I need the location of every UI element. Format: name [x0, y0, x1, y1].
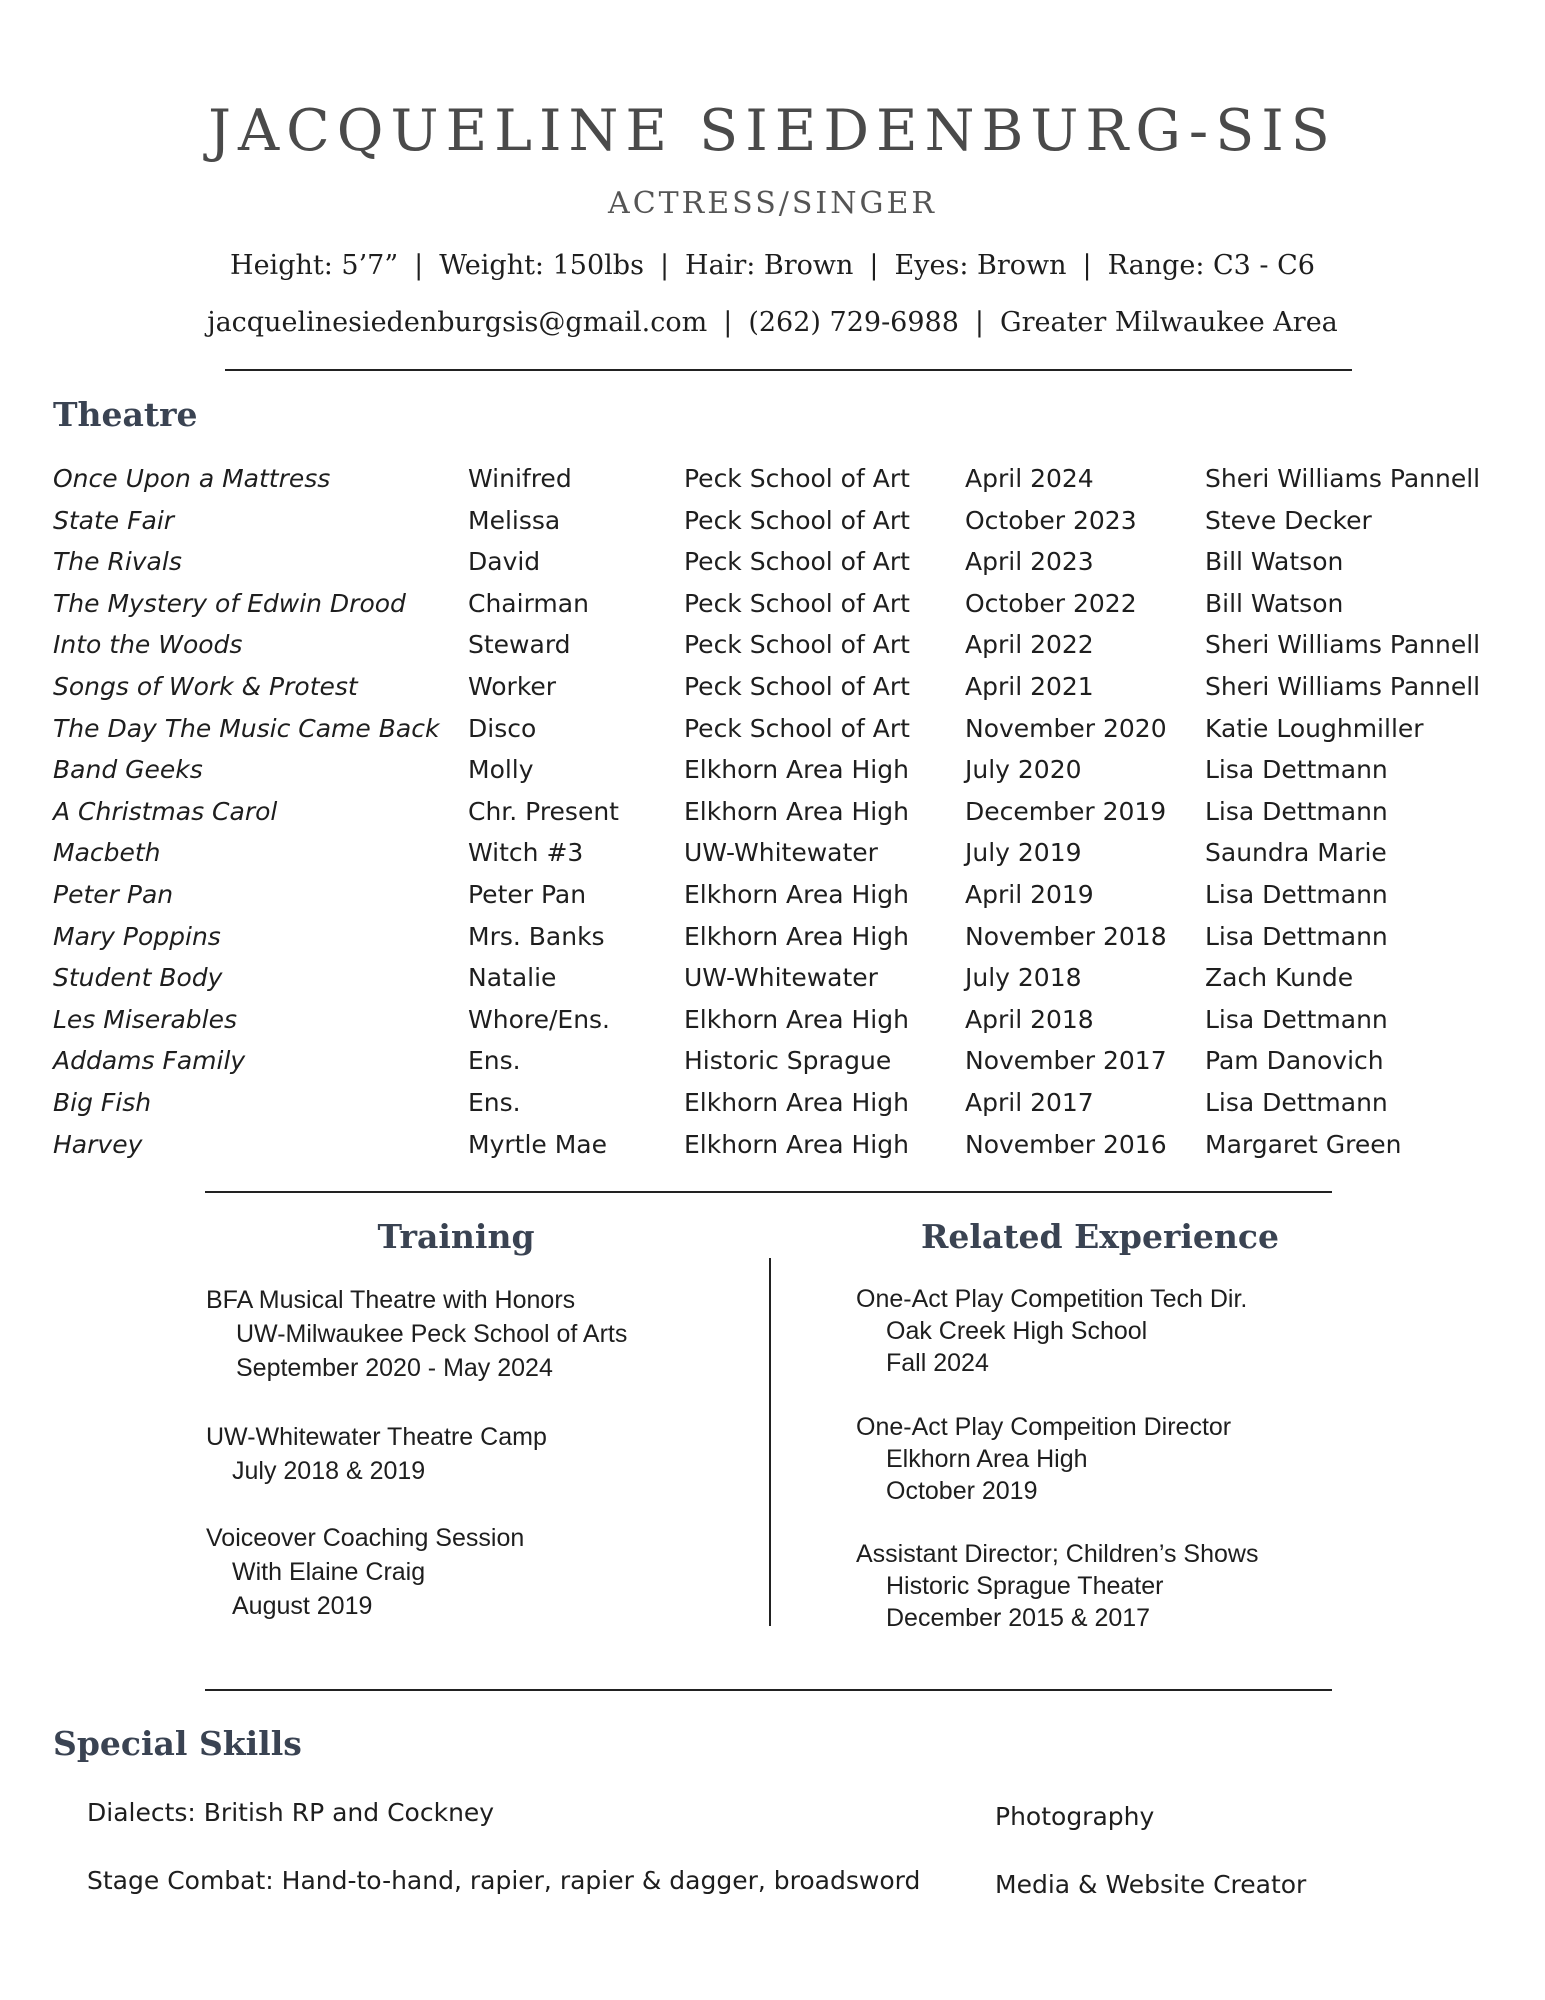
- date: April 2023: [965, 547, 1094, 576]
- date: November 2017: [965, 1046, 1167, 1075]
- related-experience-heading: Related Experience: [920, 1217, 1280, 1256]
- role: Natalie: [468, 963, 557, 992]
- role: Ens.: [468, 1088, 521, 1117]
- date: December 2019: [965, 797, 1167, 826]
- role: Worker: [468, 672, 557, 701]
- director: Sheri Williams Pannell: [1205, 464, 1481, 493]
- date: November 2016: [965, 1130, 1167, 1159]
- training-entry: [206, 1420, 547, 1488]
- director: Bill Watson: [1205, 547, 1344, 576]
- director: Lisa Dettmann: [1205, 1088, 1388, 1117]
- training-title: Voiceover Coaching Session: [206, 1524, 525, 1552]
- role: Witch #3: [468, 838, 584, 867]
- weight-stat: Weight: 150lbs: [439, 250, 644, 281]
- show-title: The Rivals: [53, 547, 182, 576]
- training-title: BFA Musical Theatre with Honors: [206, 1286, 576, 1314]
- divider: [205, 1689, 1332, 1691]
- director: Lisa Dettmann: [1205, 922, 1388, 951]
- role: Disco: [468, 714, 537, 743]
- contact-info: [0, 307, 1545, 338]
- separator: |: [659, 250, 670, 281]
- role: Chairman: [468, 589, 589, 618]
- show-title: Les Miserables: [53, 1005, 238, 1034]
- training-date: September 2020 - May 2024: [236, 1354, 553, 1382]
- location: Greater Milwaukee Area: [1000, 307, 1338, 338]
- divider: [205, 1191, 1332, 1193]
- show-title: Macbeth: [53, 838, 161, 867]
- experience-entry: [856, 1538, 1258, 1634]
- date: October 2022: [965, 589, 1137, 618]
- venue: Historic Sprague: [684, 1046, 892, 1075]
- director: Zach Kunde: [1205, 963, 1354, 992]
- column-divider: [769, 1258, 771, 1626]
- date: April 2024: [965, 464, 1094, 493]
- skill-item: Media & Website Creator: [995, 1870, 1307, 1899]
- experience-place: Historic Sprague Theater: [886, 1572, 1164, 1600]
- director: Lisa Dettmann: [1205, 797, 1388, 826]
- date: April 2021: [965, 672, 1094, 701]
- separator: |: [723, 307, 733, 338]
- venue: Elkhorn Area High: [684, 1005, 909, 1034]
- date: July 2018: [965, 963, 1082, 992]
- role: Winifred: [468, 464, 572, 493]
- special-skills-heading: Special Skills: [53, 1724, 302, 1763]
- training-entry: [206, 1283, 627, 1385]
- venue: Peck School of Art: [684, 589, 910, 618]
- role: Chr. Present: [468, 797, 619, 826]
- date: October 2023: [965, 506, 1137, 535]
- divider: [225, 369, 1352, 371]
- show-title: Songs of Work & Protest: [53, 672, 358, 701]
- venue: Peck School of Art: [684, 630, 910, 659]
- venue: Elkhorn Area High: [684, 755, 909, 784]
- subtitle: ACTRESS/SINGER: [608, 186, 937, 221]
- experience-date: December 2015 & 2017: [886, 1604, 1151, 1632]
- page-title: JACQUELINE SIEDENBURG-SIS: [208, 98, 1337, 164]
- training-heading: Training: [377, 1217, 535, 1256]
- venue: Peck School of Art: [684, 464, 910, 493]
- date: April 2019: [965, 880, 1094, 909]
- training-entry: [206, 1521, 524, 1623]
- director: Lisa Dettmann: [1205, 880, 1388, 909]
- skill-item: Dialects: British RP and Cockney: [87, 1798, 495, 1827]
- role: Molly: [468, 755, 534, 784]
- role: Ens.: [468, 1046, 521, 1075]
- training-date: August 2019: [232, 1592, 373, 1620]
- role: Melissa: [468, 506, 561, 535]
- skill-item: Photography: [995, 1802, 1155, 1831]
- venue: Elkhorn Area High: [684, 797, 909, 826]
- theatre-heading: Theatre: [53, 395, 198, 434]
- date: April 2017: [965, 1088, 1094, 1117]
- experience-title: Assistant Director; Children’s Shows: [856, 1540, 1259, 1568]
- date: November 2018: [965, 922, 1167, 951]
- date: April 2018: [965, 1005, 1094, 1034]
- role: David: [468, 547, 541, 576]
- director: Katie Loughmiller: [1205, 714, 1424, 743]
- experience-title: One-Act Play Compeition Director: [856, 1413, 1232, 1441]
- role: Mrs. Banks: [468, 922, 605, 951]
- show-title: Addams Family: [53, 1046, 246, 1075]
- director: Sheri Williams Pannell: [1205, 630, 1481, 659]
- training-detail: UW-Milwaukee Peck School of Arts: [236, 1320, 628, 1348]
- venue: Elkhorn Area High: [684, 922, 909, 951]
- training-detail: With Elaine Craig: [232, 1558, 426, 1586]
- show-title: The Day The Music Came Back: [53, 714, 440, 743]
- date: April 2022: [965, 630, 1094, 659]
- show-title: Student Body: [53, 963, 223, 992]
- show-title: Mary Poppins: [53, 922, 221, 951]
- director: Steve Decker: [1205, 506, 1372, 535]
- physical-stats: [0, 250, 1545, 281]
- show-title: Band Geeks: [53, 755, 203, 784]
- date: July 2020: [965, 755, 1082, 784]
- skill-item: Stage Combat: Hand-to-hand, rapier, rapier & dagger, broadsword: [87, 1866, 921, 1895]
- experience-title: One-Act Play Competition Tech Dir.: [856, 1285, 1248, 1313]
- show-title: Once Upon a Mattress: [53, 464, 331, 493]
- date: November 2020: [965, 714, 1167, 743]
- venue: Peck School of Art: [684, 547, 910, 576]
- show-title: A Christmas Carol: [53, 797, 278, 826]
- venue: UW-Whitewater: [684, 963, 878, 992]
- height-stat: Height: 5’7”: [230, 250, 399, 281]
- venue: Peck School of Art: [684, 714, 910, 743]
- date: July 2019: [965, 838, 1082, 867]
- role: Steward: [468, 630, 571, 659]
- experience-entry: [856, 1283, 1247, 1379]
- separator: |: [414, 250, 424, 281]
- separator: |: [869, 250, 879, 281]
- venue: UW-Whitewater: [684, 838, 878, 867]
- director: Bill Watson: [1205, 589, 1344, 618]
- phone-number[interactable]: (262) 729-6988: [748, 307, 959, 338]
- show-title: The Mystery of Edwin Drood: [53, 589, 406, 618]
- email-link[interactable]: jacquelinesiedenburgsis@gmail.com: [207, 307, 708, 338]
- show-title: Big Fish: [53, 1088, 152, 1117]
- experience-date: Fall 2024: [886, 1349, 989, 1377]
- experience-place: Elkhorn Area High: [886, 1445, 1088, 1473]
- venue: Peck School of Art: [684, 506, 910, 535]
- show-title: Peter Pan: [53, 880, 174, 909]
- show-title: State Fair: [53, 506, 175, 535]
- role: Myrtle Mae: [468, 1130, 607, 1159]
- training-title: UW-Whitewater Theatre Camp: [206, 1423, 547, 1451]
- director: Lisa Dettmann: [1205, 1005, 1388, 1034]
- eyes-stat: Eyes: Brown: [894, 250, 1067, 281]
- venue: Elkhorn Area High: [684, 1088, 909, 1117]
- venue: Elkhorn Area High: [684, 880, 909, 909]
- separator: |: [1082, 250, 1092, 281]
- director: Lisa Dettmann: [1205, 755, 1388, 784]
- experience-date: October 2019: [886, 1477, 1038, 1505]
- separator: |: [974, 307, 985, 338]
- experience-place: Oak Creek High School: [886, 1317, 1148, 1345]
- director: Pam Danovich: [1205, 1046, 1384, 1075]
- venue: Peck School of Art: [684, 672, 910, 701]
- hair-stat: Hair: Brown: [685, 250, 854, 281]
- director: Margaret Green: [1205, 1130, 1402, 1159]
- director: Sheri Williams Pannell: [1205, 672, 1481, 701]
- show-title: Into the Woods: [53, 630, 243, 659]
- director: Saundra Marie: [1205, 838, 1387, 867]
- venue: Elkhorn Area High: [684, 1130, 909, 1159]
- training-date: July 2018 & 2019: [232, 1457, 426, 1485]
- role: Peter Pan: [468, 880, 587, 909]
- show-title: Harvey: [53, 1130, 143, 1159]
- role: Whore/Ens.: [468, 1005, 611, 1034]
- range-stat: Range: C3 - C6: [1107, 250, 1315, 281]
- experience-entry: [856, 1411, 1231, 1507]
